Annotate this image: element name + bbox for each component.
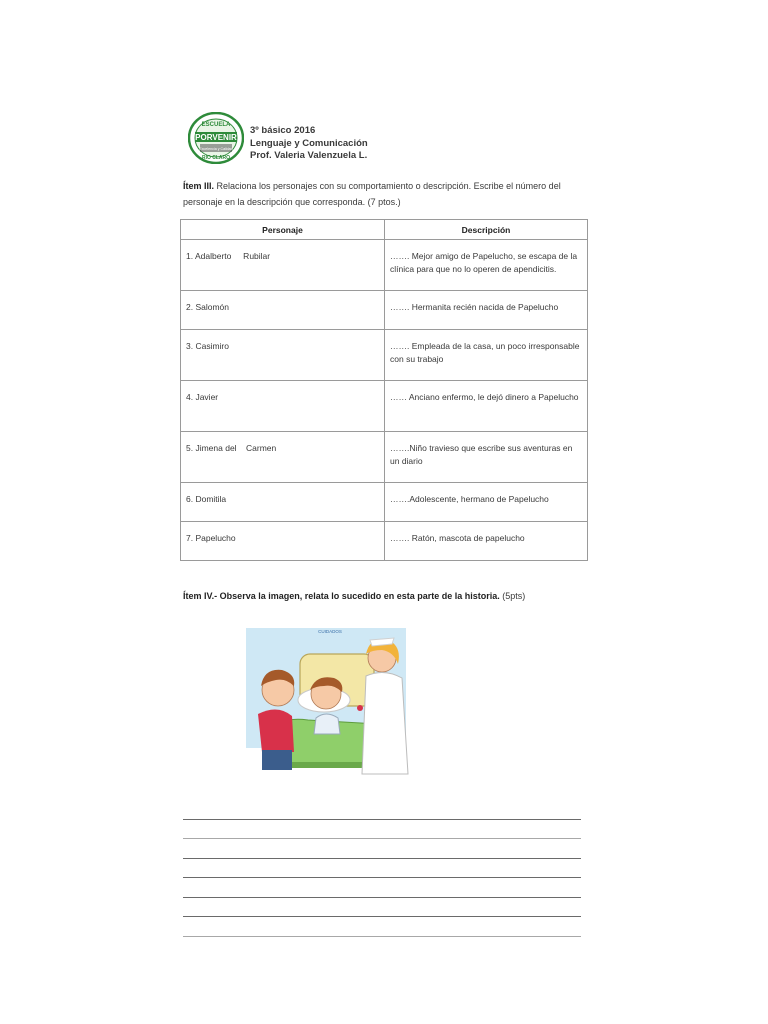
item4-instructions [183,590,525,602]
course-info [250,125,368,163]
description-cell[interactable]: …….Niño travieso que escribe sus aventuras en un diario [385,432,588,483]
grade-year: 3º básico 2016 [250,125,316,136]
answer-line[interactable] [183,800,581,820]
hospital-scene-illustration [238,624,414,779]
character-cell: 1. Adalberto Rubilar [181,240,385,291]
logo-top-text: ESCUELA [201,122,231,128]
description-cell[interactable]: ……. Hermanita recién nacida de Papelucho [385,291,588,330]
matching-table [180,219,588,561]
table-row [181,330,588,381]
subject-name: Lenguaje y Comunicación [250,137,368,149]
character-cell: 4. Javier [181,381,385,432]
character-cell: 5. Jimena del Carmen [181,432,385,483]
table-row [181,483,588,522]
item4-label: Ítem IV.- Observa la imagen, relata lo sucedido en esta parte de la historia. [183,591,500,601]
answer-line[interactable] [183,820,581,840]
answer-line[interactable] [183,839,581,859]
character-cell: 2. Salomón [181,291,385,330]
table-row [181,432,588,483]
answer-line[interactable] [183,878,581,898]
character-cell: 7. Papelucho [181,522,385,561]
header-character: Personaje [181,220,385,240]
item4-points: (5pts) [499,591,526,601]
description-cell[interactable]: …… Anciano enfermo, le dejó dinero a Papelucho [385,381,588,432]
answer-line[interactable] [183,898,581,918]
description-cell[interactable]: …….Adolescente, hermano de Papelucho [385,483,588,522]
teacher-name: Prof. Valeria Valenzuela L. [250,150,368,161]
description-cell[interactable]: ……. Mejor amigo de Papelucho, se escapa de la clínica para que no lo operen de apendicitis. [385,240,588,291]
header-description: Descripción [385,220,588,240]
character-cell: 3. Casimiro [181,330,385,381]
table-row [181,291,588,330]
logo-sub-text: Excelencia y Calidad [199,147,233,151]
item3-label: Ítem III. [183,181,215,191]
logo-main-text: PORVENIR [195,133,237,142]
logo-bottom-text: RIO CLARO [201,155,231,161]
table-row [181,381,588,432]
table-row [181,522,588,561]
wall-sign-text: CUIDADOS [318,629,342,634]
item3-instructions [183,178,593,210]
item3-instruction-text: Relaciona los personajes con su comportamiento o descripción. Escribe el número del personaje en la descripción que corresponda. (7 ptos.) [183,181,561,207]
school-logo [188,112,244,164]
answer-line[interactable] [183,859,581,879]
answer-lines[interactable] [183,800,581,937]
description-cell[interactable]: ……. Ratón, mascota de papelucho [385,522,588,561]
character-cell: 6. Domitila [181,483,385,522]
answer-line[interactable] [183,917,581,937]
description-cell[interactable]: ……. Empleada de la casa, un poco irresponsable con su trabajo [385,330,588,381]
table-row [181,240,588,291]
